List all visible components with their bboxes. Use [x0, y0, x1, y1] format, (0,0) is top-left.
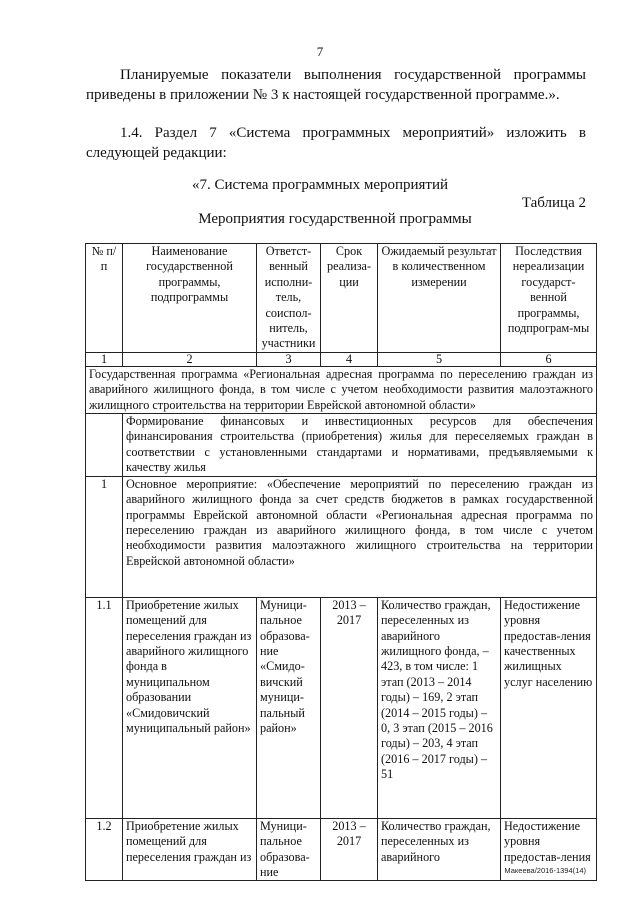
row-term: 2013 – 2017	[321, 597, 378, 818]
column-number: 1	[86, 352, 123, 366]
row-num: 1.1	[86, 597, 123, 818]
column-number: 2	[123, 352, 257, 366]
header-num: № п/п	[86, 244, 123, 353]
row-executor: Муници-пальное образова-ние «Смидо-вичский муници-пальный район»	[257, 597, 321, 818]
header-executor: Ответст-венный исполни-тель, соиспол-нитель, участники	[257, 244, 321, 353]
row-result: Количество граждан, переселенных из аварийного	[378, 818, 501, 881]
main-activity-row	[86, 476, 597, 597]
main-activity-num: 1	[86, 476, 123, 597]
program-goal-row	[86, 414, 597, 477]
paragraph-amendment: 1.4. Раздел 7 «Система программных мероприятий» изложить в следующей редакции:	[86, 125, 586, 161]
table-row	[86, 597, 597, 818]
column-number: 6	[501, 352, 597, 366]
column-number-row	[86, 352, 597, 366]
main-activity-text: Основное мероприятие: «Обеспечение мероприятий по переселению граждан из аварийного жилищного фонда за счет средств бюджетов в рамках государственной программы Еврейской автономной области «Региональная адресная программа по переселению граждан из аварийного жилищного фонда, в том числе с учетом необходимости развития малоэтажного жилищного строительства на территории Еврейской автономной области»	[123, 476, 597, 597]
empty-cell	[86, 414, 123, 477]
header-result: Ожидаемый результат в количественном измерении	[378, 244, 501, 353]
column-number: 4	[321, 352, 378, 366]
header-name: Наименование государственной программы, подпрограммы	[123, 244, 257, 353]
program-title: Государственная программа «Региональная адресная программа по переселению граждан из аварийного жилищного фонда, в том числе с учетом необходимости развития малоэтажного жилищного строительства на территории Еврейской автономной области»	[86, 366, 597, 413]
row-term: 2013 – 2017	[321, 818, 378, 881]
document-footer-code: Макеева/2016-1394(14)	[504, 866, 586, 875]
header-term: Срок реализа-ции	[321, 244, 378, 353]
row-name: Приобретение жилых помещений для переселения граждан из	[123, 818, 257, 881]
row-num: 1.2	[86, 818, 123, 881]
row-consequence: Недостижение уровня предостав-ления	[501, 818, 597, 881]
program-title-row	[86, 366, 597, 413]
row-name: Приобретение жилых помещений для переселения граждан из аварийного жилищного фонда в муниципальном образовании «Смидовичский муниципальный район»	[123, 597, 257, 818]
program-goal: Формирование финансовых и инвестиционных ресурсов для обеспечения финансирования строительства (приобретения) жилья для переселяемых граждан в соответствии с установленными стандартами и нормативами, предъявляемыми к качеству жилья	[123, 414, 597, 477]
row-consequence: Недостижение уровня предостав-ления качественных жилищных услуг населению	[501, 597, 597, 818]
column-number: 5	[378, 352, 501, 366]
row-executor: Муници-пальное образова-ние	[257, 818, 321, 881]
table-caption: Мероприятия государственной программы	[198, 211, 472, 227]
header-consequence: Последствия нереализации государст-венной программы, подпрограм-мы	[501, 244, 597, 353]
column-number: 3	[257, 352, 321, 366]
table-header-row	[86, 244, 597, 353]
section-heading: «7. Система программных мероприятий	[191, 177, 449, 193]
paragraph-indicators: Планируемые показатели выполнения государственной программы приведены в приложении № 3 к настоящей государственной программе.».	[86, 67, 586, 103]
row-result: Количество граждан, переселенных из аварийного жилищного фонда, – 423, в том числе: 1 этап (2013 – 2014 годы) – 169, 2 этап (2014 – 2015 годы) – 0, 3 этап (2015 – 2016 годы) – 203, 4 этап (2016 – 2017 годы) – 51	[378, 597, 501, 818]
page-number: 7	[316, 44, 324, 59]
activities-table	[85, 243, 597, 881]
table-label: Таблица 2	[521, 195, 586, 211]
